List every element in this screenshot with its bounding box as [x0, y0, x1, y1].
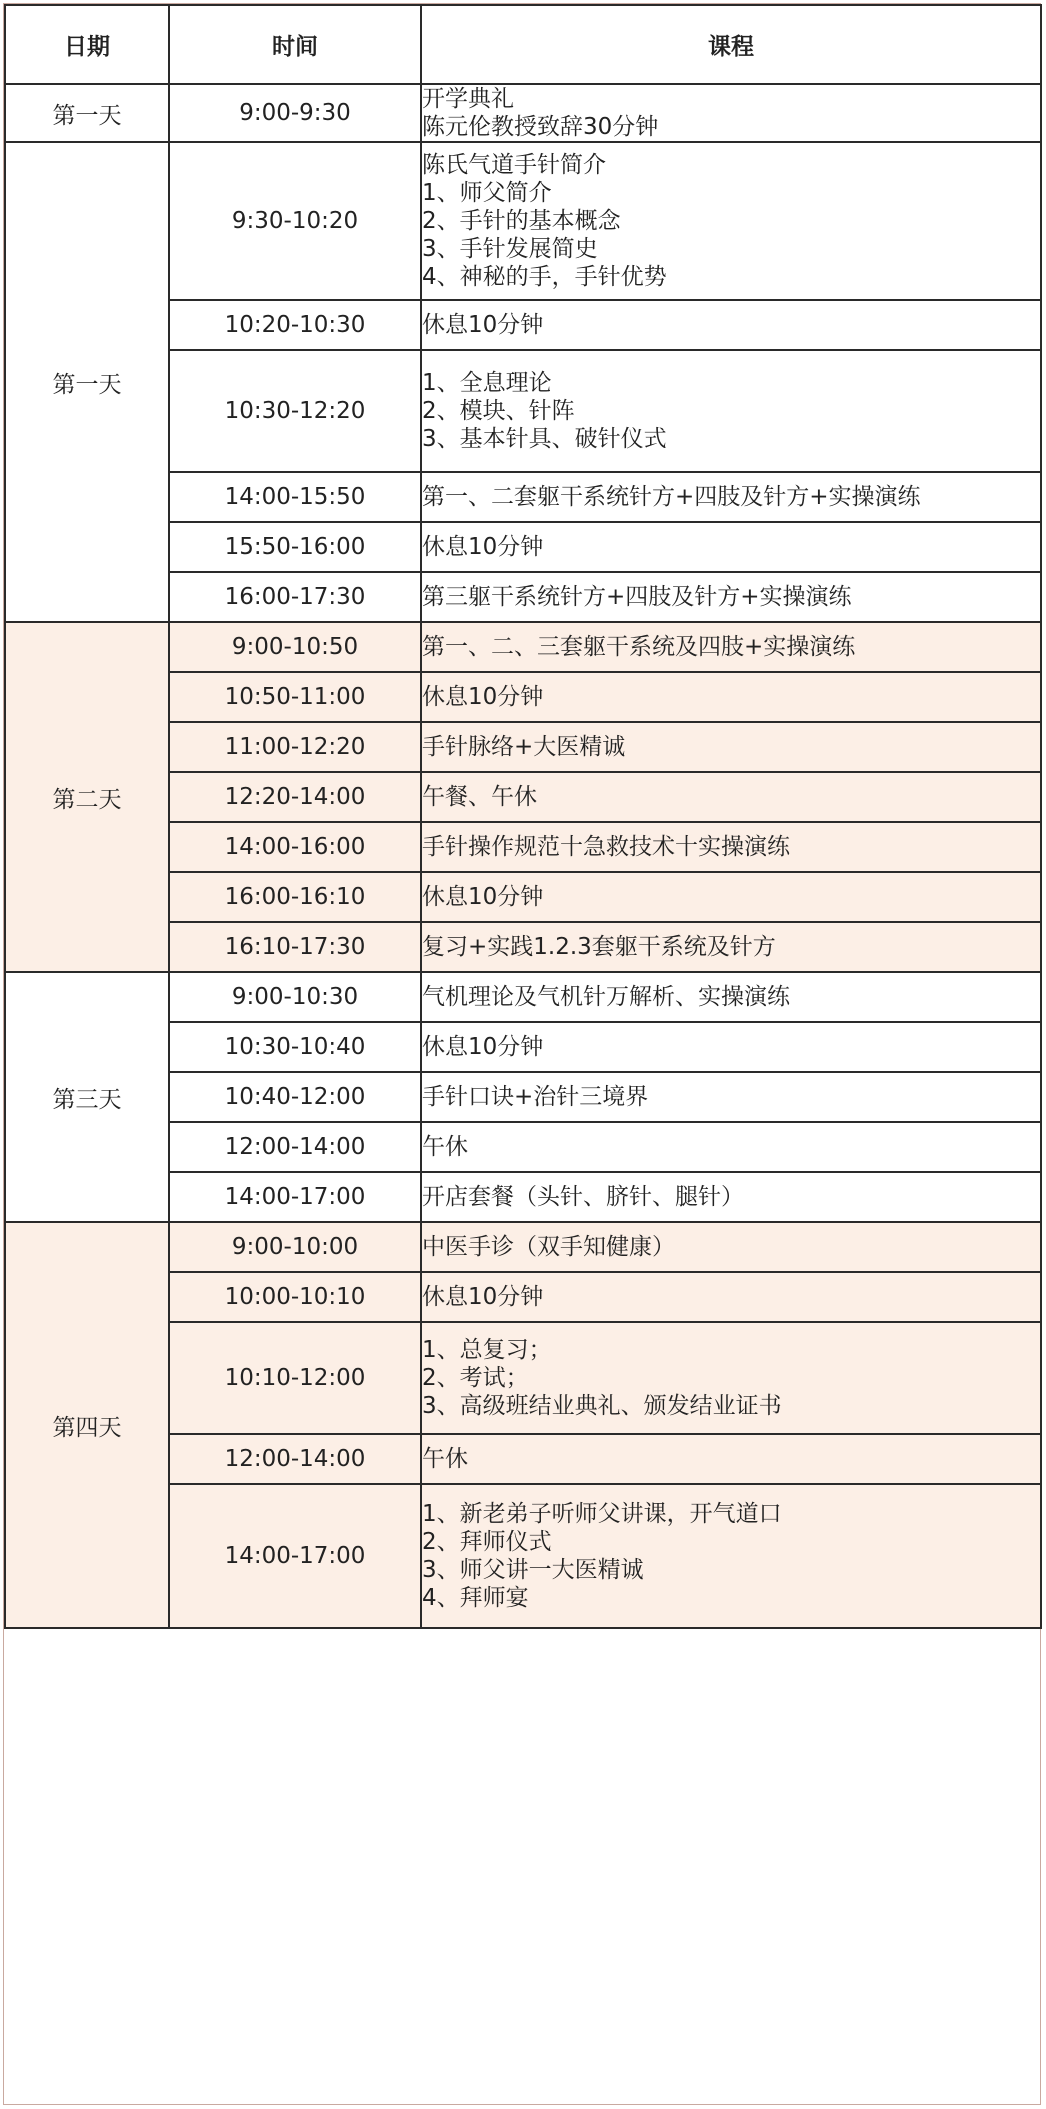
session-course	[421, 1434, 1041, 1484]
course-line: 中医手诊（双手知健康）	[422, 1234, 675, 1260]
session-course	[421, 472, 1041, 522]
course-line: 1、师父简介	[422, 180, 552, 206]
course-line: 2、手针的基本概念	[422, 208, 621, 234]
session-course	[421, 1022, 1041, 1072]
session-time: 9:00-10:00	[169, 1222, 421, 1272]
header-time: 时间	[169, 5, 421, 84]
course-line: 手针操作规范十急救技术十实操演练	[422, 834, 790, 860]
day-label: 第三天	[5, 972, 169, 1222]
session-time: 14:00-17:00	[169, 1172, 421, 1222]
session-course	[421, 1222, 1041, 1272]
session-time: 9:30-10:20	[169, 142, 421, 300]
course-line: 3、师父讲一大医精诚	[422, 1557, 644, 1583]
course-line: 第一、二、三套躯干系统及四肢+实操演练	[422, 634, 856, 660]
session-time: 11:00-12:20	[169, 722, 421, 772]
session-course	[421, 922, 1041, 972]
session-time: 14:00-16:00	[169, 822, 421, 872]
course-line: 休息10分钟	[422, 884, 544, 910]
course-line: 4、拜师宴	[422, 1585, 529, 1611]
schedule-row	[5, 84, 1041, 142]
session-course	[421, 1484, 1041, 1628]
course-line: 手针脉络+大医精诚	[422, 734, 626, 760]
session-course	[421, 822, 1041, 872]
day-label: 第二天	[5, 622, 169, 972]
session-course	[421, 672, 1041, 722]
course-line: 2、拜师仪式	[422, 1529, 552, 1555]
session-time: 10:50-11:00	[169, 672, 421, 722]
session-course	[421, 1322, 1041, 1434]
header-course: 课程	[421, 5, 1041, 84]
session-time: 9:00-10:50	[169, 622, 421, 672]
course-line: 手针口诀+治针三境界	[422, 1084, 649, 1110]
session-course	[421, 1172, 1041, 1222]
session-course	[421, 350, 1041, 472]
schedule-body	[5, 84, 1041, 1628]
schedule-table	[4, 4, 1042, 1629]
course-line: 1、总复习；	[422, 1337, 552, 1363]
session-time: 16:10-17:30	[169, 922, 421, 972]
session-time: 10:00-10:10	[169, 1272, 421, 1322]
session-course	[421, 722, 1041, 772]
session-course	[421, 1122, 1041, 1172]
course-line: 休息10分钟	[422, 1284, 544, 1310]
session-time: 10:30-12:20	[169, 350, 421, 472]
course-line: 陈氏气道手针简介	[422, 152, 606, 178]
header-row	[5, 5, 1041, 84]
session-time: 10:10-12:00	[169, 1322, 421, 1434]
course-line: 休息10分钟	[422, 684, 544, 710]
session-course	[421, 522, 1041, 572]
course-line: 第一、二套躯干系统针方+四肢及针方+实操演练	[422, 484, 921, 510]
header-date: 日期	[5, 5, 169, 84]
session-course	[421, 772, 1041, 822]
session-course	[421, 572, 1041, 622]
session-time: 12:20-14:00	[169, 772, 421, 822]
session-course	[421, 872, 1041, 922]
session-time: 14:00-17:00	[169, 1484, 421, 1628]
course-line: 开学典礼	[422, 86, 514, 112]
course-line: 3、高级班结业典礼、颁发结业证书	[422, 1393, 782, 1419]
course-line: 2、模块、针阵	[422, 398, 575, 424]
session-time: 10:40-12:00	[169, 1072, 421, 1122]
session-time: 10:20-10:30	[169, 300, 421, 350]
course-line: 气机理论及气机针万解析、实操演练	[422, 984, 790, 1010]
session-course	[421, 622, 1041, 672]
course-line: 陈元伦教授致辞30分钟	[422, 114, 659, 140]
course-line: 1、全息理论	[422, 370, 552, 396]
schedule-row	[5, 142, 1041, 300]
course-line: 3、手针发展简史	[422, 236, 598, 262]
course-line: 2、考试；	[422, 1365, 529, 1391]
course-line: 午休	[422, 1134, 468, 1160]
session-course	[421, 300, 1041, 350]
course-line: 第三躯干系统针方+四肢及针方+实操演练	[422, 584, 852, 610]
schedule-row	[5, 972, 1041, 1022]
session-time: 9:00-10:30	[169, 972, 421, 1022]
session-course	[421, 84, 1041, 142]
schedule-row	[5, 1222, 1041, 1272]
course-line: 休息10分钟	[422, 534, 544, 560]
session-course	[421, 1272, 1041, 1322]
course-line: 3、基本针具、破针仪式	[422, 426, 667, 452]
course-line: 午休	[422, 1446, 468, 1472]
course-line: 开店套餐（头针、脐针、腿针）	[422, 1184, 744, 1210]
day-label: 第一天	[5, 84, 169, 142]
session-time: 14:00-15:50	[169, 472, 421, 522]
session-course	[421, 142, 1041, 300]
session-course	[421, 972, 1041, 1022]
course-line: 复习+实践1.2.3套躯干系统及针方	[422, 934, 776, 960]
day-label: 第四天	[5, 1222, 169, 1628]
course-line: 4、神秘的手，手针优势	[422, 264, 667, 290]
schedule-row	[5, 622, 1041, 672]
course-line: 休息10分钟	[422, 312, 544, 338]
session-time: 12:00-14:00	[169, 1122, 421, 1172]
session-time: 16:00-16:10	[169, 872, 421, 922]
session-time: 15:50-16:00	[169, 522, 421, 572]
session-time: 12:00-14:00	[169, 1434, 421, 1484]
day-label: 第一天	[5, 142, 169, 622]
course-line: 休息10分钟	[422, 1034, 544, 1060]
course-line: 1、新老弟子听师父讲课，开气道口	[422, 1501, 782, 1527]
session-course	[421, 1072, 1041, 1122]
course-line: 午餐、午休	[422, 784, 537, 810]
session-time: 9:00-9:30	[169, 84, 421, 142]
session-time: 10:30-10:40	[169, 1022, 421, 1072]
session-time: 16:00-17:30	[169, 572, 421, 622]
